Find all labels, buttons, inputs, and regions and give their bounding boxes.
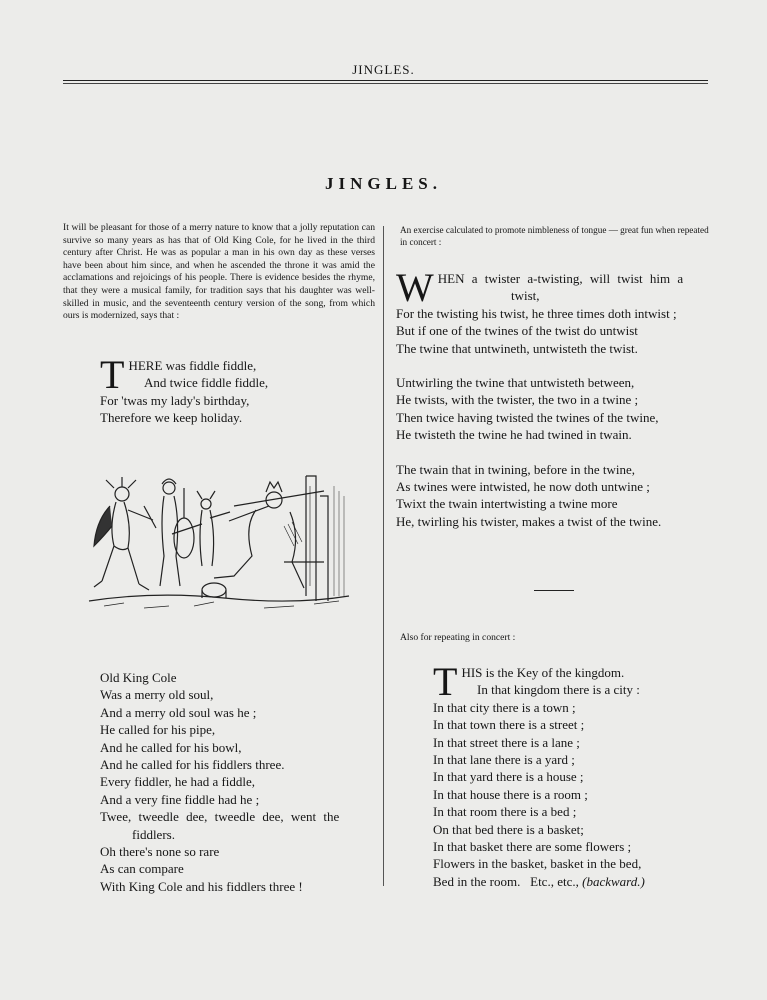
- section-divider: [534, 590, 574, 591]
- poem-line: twist,: [511, 288, 540, 304]
- poem-line: With King Cole and his fiddlers three !: [100, 878, 303, 894]
- poem-line: The twine that untwineth, untwisteth the twist.: [396, 340, 638, 356]
- also-note: Also for repeating in concert :: [400, 632, 516, 643]
- poem-line: In that town there is a street ;: [433, 717, 585, 733]
- poem-line: For 'twas my lady's birthday,: [100, 392, 250, 408]
- header-rule: [63, 80, 708, 84]
- poem-line: And he called for his bowl,: [100, 739, 242, 755]
- fiddle-poem: [100, 352, 269, 427]
- poem-line: Every fiddler, he had a fiddle,: [100, 774, 256, 790]
- poem-line: Then twice having twisted the twines of the twine,: [396, 409, 659, 425]
- dropcap: T: [100, 352, 125, 397]
- poem-line: On that bed there is a basket;: [433, 821, 584, 837]
- poem-line: Was a merry old soul,: [100, 687, 214, 703]
- poem-line: In that lane there is a yard ;: [433, 752, 575, 768]
- left-intro-paragraph: It will be pleasant for those of a merry nature to know that a jolly reputation can survive so many years as has that of Old King Cole, for he lived in the third century after Christ. He was as popular a man in his own day as these verses have been about him since, and when he ascended the throne it was amid the acclamations and rejoicings of his people. There is evidence besides the rhyme, that they were a musical family, for tradition says that his daughter was well-skilled in music, and the seventeenth century version of the song, from which ours is modernized, says that :: [63, 222, 375, 322]
- poem-line: Therefore we keep holiday.: [100, 410, 243, 426]
- poem-line: He called for his pipe,: [100, 722, 216, 738]
- poem-line: He twisteth the twine he had twined in twain.: [396, 427, 632, 443]
- dropcap: W: [396, 265, 434, 310]
- poem-line: Twee, tweedle dee, tweedle dee, went the: [100, 809, 340, 825]
- poem-line: As twines were intwisted, he now doth untwine ;: [396, 479, 650, 495]
- old-king-cole-poem: [100, 669, 339, 895]
- poem-line: HEN a twister a-twisting, will twist him a: [437, 271, 684, 286]
- poem-line: HERE was fiddle fiddle,: [128, 358, 257, 373]
- poem-line: HIS is the Key of the kingdom.: [461, 665, 625, 680]
- poem-line: He twists, with the twister, the two in a twine ;: [396, 392, 639, 408]
- poem-line: In that house there is a room ;: [433, 786, 588, 802]
- poem-line: Old King Cole: [100, 670, 177, 685]
- poem-line: But if one of the twines of the twist do untwist: [396, 323, 638, 339]
- column-divider: [383, 226, 384, 886]
- backward-note: (backward.): [582, 873, 645, 889]
- poem-line: And a very fine fiddle had he ;: [100, 791, 260, 807]
- poem-line: For the twisting his twist, he three times doth intwist ;: [396, 305, 677, 321]
- poem-line: fiddlers.: [132, 826, 175, 842]
- poem-line: In that street there is a lane ;: [433, 734, 580, 750]
- poem-line: And he called for his fiddlers three.: [100, 757, 285, 773]
- dropcap: T: [433, 659, 458, 704]
- poem-line: And a merry old soul was he ;: [100, 704, 257, 720]
- twister-poem: [396, 265, 684, 530]
- poem-line: Untwirling the twine that untwisteth between,: [396, 375, 635, 391]
- poem-line: As can compare: [100, 861, 184, 877]
- poem-line: Bed in the room. Etc., etc.,: [433, 873, 583, 889]
- page-title: JINGLES.: [325, 174, 442, 193]
- running-header: JINGLES.: [352, 62, 415, 77]
- poem-line: And twice fiddle fiddle,: [144, 375, 269, 391]
- poem-line: He, twirling his twister, makes a twist of the twine.: [396, 513, 662, 529]
- right-intro-paragraph: An exercise calculated to promote nimbleness of tongue — great fun when repeated in concert :: [400, 225, 709, 247]
- poem-line: In that basket there are some flowers ;: [433, 839, 632, 855]
- poem-line: In that kingdom there is a city :: [477, 682, 640, 698]
- poem-line: In that yard there is a house ;: [433, 769, 584, 785]
- poem-line: Oh there's none so rare: [100, 844, 220, 860]
- poem-line: Flowers in the basket, basket in the bed,: [433, 856, 642, 872]
- poem-line: The twain that in twining, before in the twine,: [396, 461, 635, 477]
- fiddlers-illustration: [84, 466, 352, 614]
- poem-line: In that city there is a town ;: [433, 699, 576, 715]
- poem-line: Twixt the twain intertwisting a twine more: [396, 496, 618, 512]
- poem-line: In that room there is a bed ;: [433, 804, 577, 820]
- key-of-kingdom-poem: [433, 659, 645, 890]
